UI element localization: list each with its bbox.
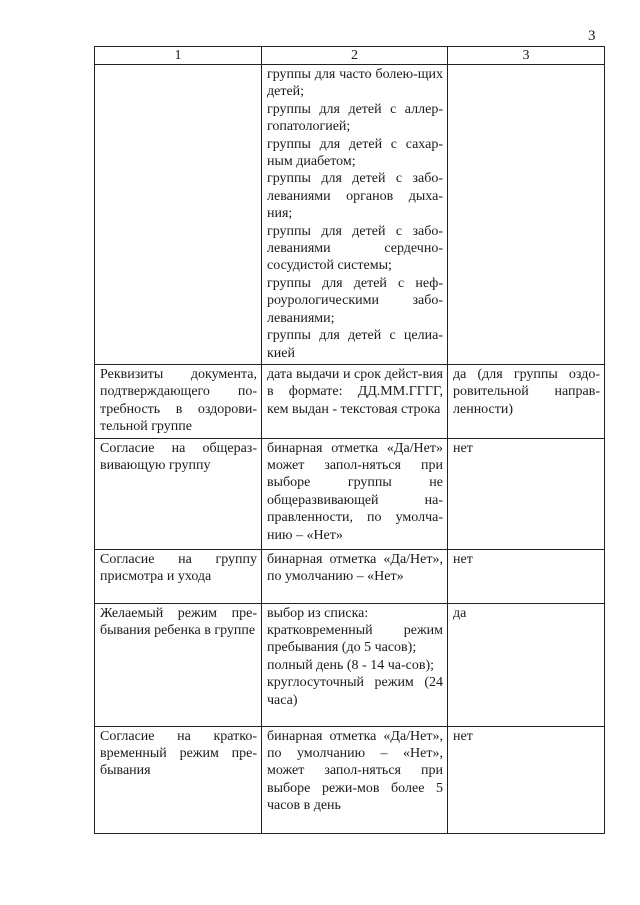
format-cell xyxy=(262,438,448,549)
page-number: 3 xyxy=(588,28,596,44)
list-item: группы для детей с сахар-ным диабетом; xyxy=(267,136,443,170)
required-cell: да xyxy=(448,603,605,726)
field-name-cell xyxy=(95,65,262,365)
cell-text: бинарная отметка «Да/Нет», по умолчанию – «Нет» xyxy=(267,551,443,584)
table-row xyxy=(95,364,605,438)
required-cell: нет xyxy=(448,438,605,549)
format-cell xyxy=(262,549,448,603)
field-name-cell: Согласие на группу присмотра и ухода xyxy=(95,549,262,603)
list-item: выбор из списка: xyxy=(267,605,369,621)
header-col-2: 2 xyxy=(262,47,448,65)
list-item: группы для часто болею-щих детей; xyxy=(267,67,443,100)
table-row xyxy=(95,549,605,603)
table-row xyxy=(95,726,605,833)
format-cell xyxy=(262,364,448,438)
field-name-cell: Реквизиты документа, подтверждающего по-требность в оздорови-тельной группе xyxy=(95,364,262,438)
format-cell xyxy=(262,726,448,833)
required-cell: нет xyxy=(448,726,605,833)
field-name-cell: Согласие на кратко-временный режим пре-бывания xyxy=(95,726,262,833)
format-cell xyxy=(262,603,448,726)
table-row xyxy=(95,438,605,549)
list-item: кратковременный режим пребывания (до 5 часов); xyxy=(267,622,443,656)
cell-text: бинарная отметка «Да/Нет» может запол-няться при выборе группы не общеразвивающей на-правленности, по умолча-нию – «Нет» xyxy=(267,440,443,543)
required-cell: да (для группы оздо-ровительной направ-ленности) xyxy=(448,364,605,438)
table-row xyxy=(95,603,605,726)
cell-text: дата выдачи и срок дейст-вия в формате: ДД.ММ.ГГГГ, кем выдан - текстовая строка xyxy=(267,366,443,417)
list-item: круглосуточный режим (24 часа) xyxy=(267,675,443,708)
format-cell xyxy=(262,65,448,365)
list-item: группы для детей с забо-леваниями сердечно-сосудистой системы; xyxy=(267,223,443,274)
requirements-table xyxy=(94,46,605,834)
list-item: группы для детей с аллер-гопатологией; xyxy=(267,101,443,135)
required-cell: нет xyxy=(448,549,605,603)
list-item: полный день (8 - 14 ча-сов); xyxy=(267,657,435,673)
header-col-1: 1 xyxy=(95,47,262,65)
field-name-cell: Согласие на общераз-вивающую группу xyxy=(95,438,262,549)
required-cell xyxy=(448,65,605,365)
list-item: группы для детей с неф-роурологическими забо-леваниями; xyxy=(267,275,443,326)
list-item: группы для детей с целиа-кией xyxy=(267,328,443,361)
header-col-3: 3 xyxy=(448,47,605,65)
table-row xyxy=(95,65,605,365)
list-item: группы для детей с забо-леваниями органов дыха-ния; xyxy=(267,171,443,222)
table-header-row xyxy=(95,47,605,65)
field-name-cell: Желаемый режим пре-бывания ребенка в группе xyxy=(95,603,262,726)
cell-text: бинарная отметка «Да/Нет», по умолчанию – «Нет», может запол-няться при выборе режи-мов более 5 часов в день xyxy=(267,728,443,814)
